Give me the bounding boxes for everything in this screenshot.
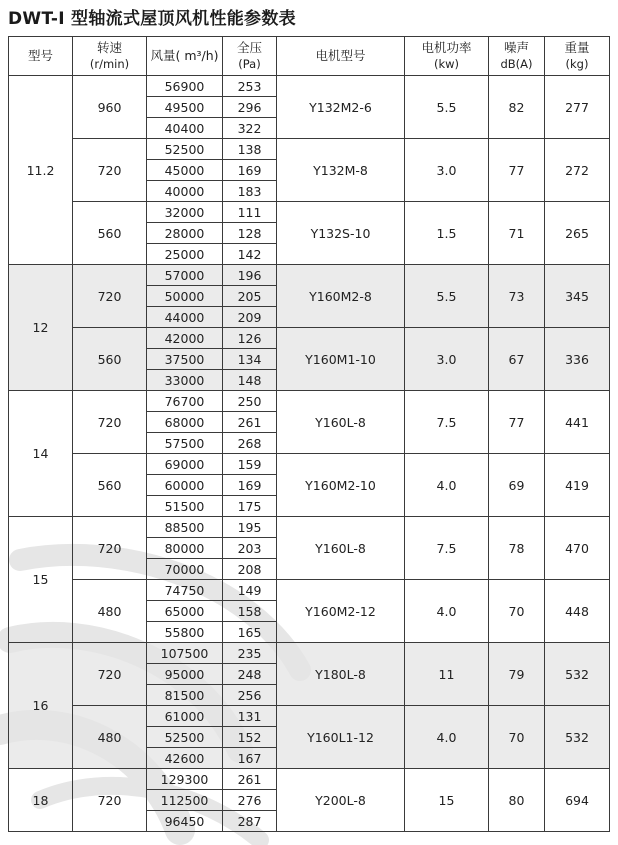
pressure-cell: 152 xyxy=(223,727,277,748)
noise-cell: 69 xyxy=(489,454,545,517)
pressure-cell: 209 xyxy=(223,307,277,328)
header-weight xyxy=(545,37,610,76)
airflow-cell: 80000 xyxy=(147,538,223,559)
pressure-cell: 296 xyxy=(223,97,277,118)
header-noise-label: 噪声 xyxy=(503,40,529,55)
airflow-cell: 37500 xyxy=(147,349,223,370)
table-row xyxy=(9,769,610,790)
header-pressure xyxy=(223,37,277,76)
page-title: DWT-I 型轴流式屋顶风机性能参数表 xyxy=(8,9,296,29)
pressure-cell: 268 xyxy=(223,433,277,454)
airflow-cell: 74750 xyxy=(147,580,223,601)
pressure-cell: 142 xyxy=(223,244,277,265)
pressure-cell: 134 xyxy=(223,349,277,370)
noise-cell: 80 xyxy=(489,769,545,832)
power-cell: 11 xyxy=(405,643,489,706)
airflow-cell: 51500 xyxy=(147,496,223,517)
noise-cell: 73 xyxy=(489,265,545,328)
header-airflow: 风量( m³/h) xyxy=(147,37,223,76)
table-row xyxy=(9,643,610,664)
pressure-cell: 175 xyxy=(223,496,277,517)
power-cell: 1.5 xyxy=(405,202,489,265)
speed-cell: 480 xyxy=(73,706,147,769)
airflow-cell: 81500 xyxy=(147,685,223,706)
speed-cell: 720 xyxy=(73,517,147,580)
motor-cell: Y160M2-10 xyxy=(277,454,405,517)
pressure-cell: 203 xyxy=(223,538,277,559)
table-row xyxy=(9,202,610,223)
airflow-cell: 61000 xyxy=(147,706,223,727)
pressure-cell: 261 xyxy=(223,769,277,790)
noise-cell: 67 xyxy=(489,328,545,391)
speed-cell: 560 xyxy=(73,328,147,391)
pressure-cell: 235 xyxy=(223,643,277,664)
header-motor: 电机型号 xyxy=(277,37,405,76)
weight-cell: 532 xyxy=(545,643,610,706)
header-pressure-label: 全压 xyxy=(236,40,262,55)
airflow-cell: 112500 xyxy=(147,790,223,811)
pressure-cell: 261 xyxy=(223,412,277,433)
airflow-cell: 45000 xyxy=(147,160,223,181)
pressure-cell: 205 xyxy=(223,286,277,307)
pressure-cell: 158 xyxy=(223,601,277,622)
table-row xyxy=(9,265,610,286)
noise-cell: 82 xyxy=(489,76,545,139)
pressure-cell: 126 xyxy=(223,328,277,349)
weight-cell: 345 xyxy=(545,265,610,328)
weight-cell: 470 xyxy=(545,517,610,580)
airflow-cell: 40400 xyxy=(147,118,223,139)
motor-cell: Y160M1-10 xyxy=(277,328,405,391)
pressure-cell: 287 xyxy=(223,811,277,832)
header-speed xyxy=(73,37,147,76)
header-weight-label: 重量 xyxy=(564,40,590,55)
airflow-cell: 107500 xyxy=(147,643,223,664)
pressure-cell: 169 xyxy=(223,475,277,496)
airflow-cell: 44000 xyxy=(147,307,223,328)
airflow-cell: 33000 xyxy=(147,370,223,391)
airflow-cell: 42000 xyxy=(147,328,223,349)
airflow-cell: 55800 xyxy=(147,622,223,643)
weight-cell: 272 xyxy=(545,139,610,202)
airflow-cell: 96450 xyxy=(147,811,223,832)
airflow-cell: 56900 xyxy=(147,76,223,97)
motor-cell: Y160M2-8 xyxy=(277,265,405,328)
header-noise xyxy=(489,37,545,76)
power-cell: 4.0 xyxy=(405,454,489,517)
header-row xyxy=(9,37,610,76)
pressure-cell: 159 xyxy=(223,454,277,475)
weight-cell: 441 xyxy=(545,391,610,454)
airflow-cell: 76700 xyxy=(147,391,223,412)
airflow-cell: 49500 xyxy=(147,97,223,118)
motor-cell: Y132S-10 xyxy=(277,202,405,265)
header-power-label: 电机功率 xyxy=(421,40,472,55)
airflow-cell: 88500 xyxy=(147,517,223,538)
speed-cell: 720 xyxy=(73,265,147,328)
speed-cell: 960 xyxy=(73,76,147,139)
airflow-cell: 60000 xyxy=(147,475,223,496)
pressure-cell: 169 xyxy=(223,160,277,181)
pressure-cell: 256 xyxy=(223,685,277,706)
airflow-cell: 52500 xyxy=(147,139,223,160)
model-cell: 15 xyxy=(9,517,73,643)
airflow-cell: 69000 xyxy=(147,454,223,475)
weight-cell: 277 xyxy=(545,76,610,139)
speed-cell: 480 xyxy=(73,580,147,643)
weight-cell: 419 xyxy=(545,454,610,517)
speed-cell: 560 xyxy=(73,454,147,517)
power-cell: 4.0 xyxy=(405,580,489,643)
airflow-cell: 57000 xyxy=(147,265,223,286)
table-row xyxy=(9,76,610,97)
weight-cell: 448 xyxy=(545,580,610,643)
performance-table xyxy=(8,36,610,832)
power-cell: 7.5 xyxy=(405,391,489,454)
power-cell: 5.5 xyxy=(405,76,489,139)
header-power xyxy=(405,37,489,76)
pressure-cell: 138 xyxy=(223,139,277,160)
speed-cell: 560 xyxy=(73,202,147,265)
pressure-cell: 111 xyxy=(223,202,277,223)
noise-cell: 78 xyxy=(489,517,545,580)
table-row xyxy=(9,454,610,475)
motor-cell: Y160L-8 xyxy=(277,391,405,454)
noise-cell: 77 xyxy=(489,391,545,454)
motor-cell: Y180L-8 xyxy=(277,643,405,706)
pressure-cell: 253 xyxy=(223,76,277,97)
power-cell: 3.0 xyxy=(405,139,489,202)
speed-cell: 720 xyxy=(73,139,147,202)
header-weight-unit: (kg) xyxy=(565,57,589,71)
power-cell: 3.0 xyxy=(405,328,489,391)
header-model: 型号 xyxy=(9,37,73,76)
airflow-cell: 57500 xyxy=(147,433,223,454)
pressure-cell: 195 xyxy=(223,517,277,538)
speed-cell: 720 xyxy=(73,769,147,832)
header-speed-label: 转速 xyxy=(96,40,122,55)
pressure-cell: 183 xyxy=(223,181,277,202)
weight-cell: 336 xyxy=(545,328,610,391)
model-cell: 11.2 xyxy=(9,76,73,265)
table-body xyxy=(9,76,610,832)
model-cell: 14 xyxy=(9,391,73,517)
pressure-cell: 128 xyxy=(223,223,277,244)
pressure-cell: 196 xyxy=(223,265,277,286)
motor-cell: Y160L1-12 xyxy=(277,706,405,769)
airflow-cell: 95000 xyxy=(147,664,223,685)
table-row xyxy=(9,706,610,727)
noise-cell: 70 xyxy=(489,580,545,643)
pressure-cell: 165 xyxy=(223,622,277,643)
power-cell: 4.0 xyxy=(405,706,489,769)
airflow-cell: 68000 xyxy=(147,412,223,433)
pressure-cell: 131 xyxy=(223,706,277,727)
airflow-cell: 32000 xyxy=(147,202,223,223)
noise-cell: 71 xyxy=(489,202,545,265)
noise-cell: 79 xyxy=(489,643,545,706)
power-cell: 5.5 xyxy=(405,265,489,328)
motor-cell: Y132M-8 xyxy=(277,139,405,202)
model-cell: 16 xyxy=(9,643,73,769)
pressure-cell: 248 xyxy=(223,664,277,685)
airflow-cell: 25000 xyxy=(147,244,223,265)
pressure-cell: 149 xyxy=(223,580,277,601)
header-noise-unit: dB(A) xyxy=(500,57,533,71)
speed-cell: 720 xyxy=(73,643,147,706)
weight-cell: 265 xyxy=(545,202,610,265)
motor-cell: Y160M2-12 xyxy=(277,580,405,643)
table-row xyxy=(9,139,610,160)
airflow-cell: 129300 xyxy=(147,769,223,790)
speed-cell: 720 xyxy=(73,391,147,454)
airflow-cell: 28000 xyxy=(147,223,223,244)
header-power-unit: (kw) xyxy=(433,57,460,71)
header-pressure-unit: (Pa) xyxy=(238,57,261,71)
motor-cell: Y160L-8 xyxy=(277,517,405,580)
table-row xyxy=(9,328,610,349)
power-cell: 15 xyxy=(405,769,489,832)
pressure-cell: 276 xyxy=(223,790,277,811)
power-cell: 7.5 xyxy=(405,517,489,580)
noise-cell: 70 xyxy=(489,706,545,769)
airflow-cell: 65000 xyxy=(147,601,223,622)
table-row xyxy=(9,580,610,601)
pressure-cell: 148 xyxy=(223,370,277,391)
airflow-cell: 42600 xyxy=(147,748,223,769)
table-row xyxy=(9,517,610,538)
weight-cell: 532 xyxy=(545,706,610,769)
airflow-cell: 40000 xyxy=(147,181,223,202)
motor-cell: Y200L-8 xyxy=(277,769,405,832)
pressure-cell: 208 xyxy=(223,559,277,580)
table-row xyxy=(9,391,610,412)
noise-cell: 77 xyxy=(489,139,545,202)
model-cell: 12 xyxy=(9,265,73,391)
airflow-cell: 52500 xyxy=(147,727,223,748)
motor-cell: Y132M2-6 xyxy=(277,76,405,139)
weight-cell: 694 xyxy=(545,769,610,832)
pressure-cell: 250 xyxy=(223,391,277,412)
airflow-cell: 50000 xyxy=(147,286,223,307)
model-cell: 18 xyxy=(9,769,73,832)
header-speed-unit: (r/min) xyxy=(89,57,130,71)
pressure-cell: 322 xyxy=(223,118,277,139)
pressure-cell: 167 xyxy=(223,748,277,769)
airflow-cell: 70000 xyxy=(147,559,223,580)
